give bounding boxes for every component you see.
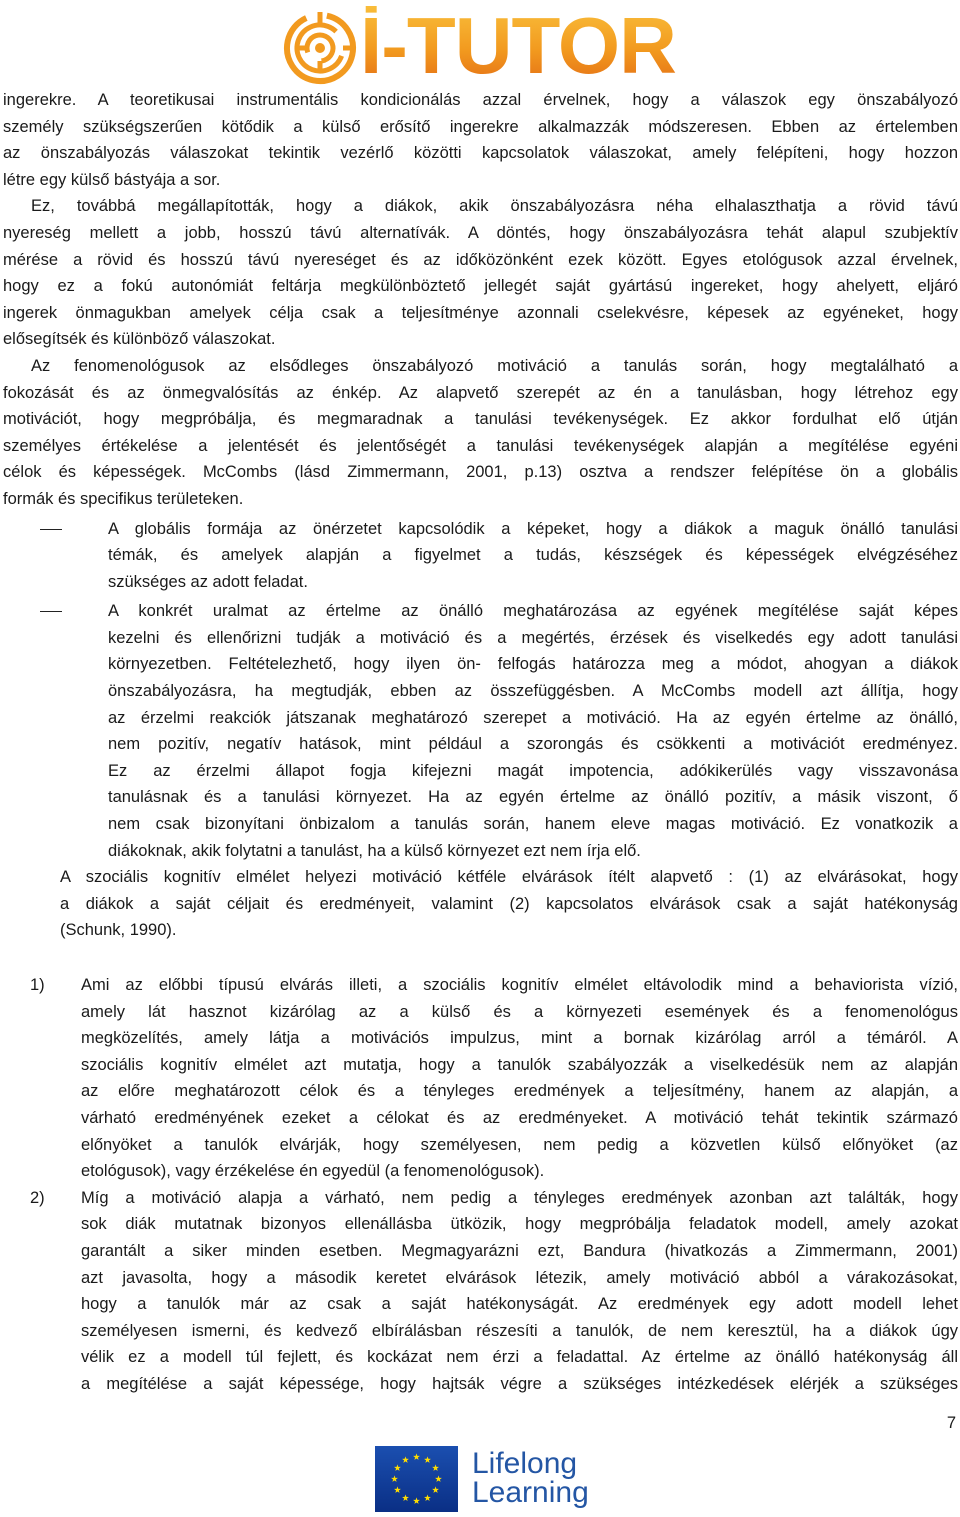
text-line: Ez az érzelmi állapot fogja kifejezni magát impotencia, adókikerülés vagy visszavonása bbox=[108, 761, 958, 780]
text-line: motivációt, hogy megpróbálja, és megmaradnak a tanulási tevékenységek. Ez akkor fordulhat elő útján bbox=[3, 410, 958, 429]
text-line: az önszabályozás válaszokat tekintik vezérlő közötti kapcsolatok válaszokat, amely felépíteni, hogy hozzon bbox=[3, 144, 958, 163]
lifelong-learning-logo bbox=[375, 1445, 605, 1515]
text-line: az érzelmi reakciók játszanak meghatározó szerepet a motiváció. Ha az egyén értelme az önálló, bbox=[108, 708, 958, 727]
list-marker: 2) bbox=[30, 1188, 45, 1207]
text-line: ingerek önmagukban amelyek célja csak a teljesítménye azonnali cselekvésre, képesek az egyéneket, hogy bbox=[3, 303, 958, 322]
text-line: az előre meghatározott célok és a tényleges eredmények a teljesítmény, hanem az alapján, a bbox=[81, 1082, 958, 1101]
text-line: hogy a tanulók már az csak a saját hatékonyságát. Az eredmények egy adott modell lehet bbox=[81, 1295, 958, 1314]
text-line: személyes értékelése a jelentését és jelentőségét a tanulási tevékenységek alapján a megítélése egyéni bbox=[3, 436, 958, 455]
text-line: várható eredményének ezeket a célokat és az eredményeket. A motiváció tehát tekintik származó bbox=[81, 1108, 958, 1127]
text-line: azt javasolta, hogy a második keretet elvárások létezik, amely motiváció abból a várakozásokat, bbox=[81, 1268, 958, 1287]
text-line: Az fenomenológusok az elsődleges önszabályozó motiváció a tanulás során, hogy megtalálható a bbox=[31, 356, 958, 375]
text-line: előnyöket a tanulók elvárják, hogy személyesen, nem pedig a közvetlen külső előnyöket (az bbox=[81, 1135, 958, 1154]
text-line: vélik ez a modell túl fejlett, és kockázat nem érzi a feladattal. Az értelme az önálló hatékonyság áll bbox=[81, 1348, 958, 1367]
text-line: A konkrét uralmat az értelme az önálló meghatározása az egyének megítélése saját képes bbox=[108, 602, 958, 621]
text-line: etológusok), vagy érzékelése én egyedül (a fenomenológusok). bbox=[81, 1162, 545, 1181]
text-line: témák, és amelyek alapján a figyelmet a tudás, készségek és képességek elvégzéséhez bbox=[108, 546, 958, 565]
text-line: a megítélése a saját képessége, hogy hajtsák végre a szükséges intézkedések elérjék a szükséges bbox=[81, 1374, 958, 1393]
paragraph-4 bbox=[60, 864, 958, 944]
text-line: garantált a siker minden esetben. Megmagyarázni ezt, Bandura (hivatkozás a Zimmermann, 2001) bbox=[81, 1241, 958, 1260]
text-line: szociális kognitív elmélet azt mutatja, hogy a tanulók szabályozzák a viselkedésük nem az alapján bbox=[81, 1055, 958, 1074]
bullet-dash bbox=[40, 529, 62, 530]
text-line: sok diák mutatnak bizonyos ellenállásba ütközik, hogy megpróbálja feladatok modell, amely azokat bbox=[81, 1215, 958, 1234]
text-line: A globális formája az önérzetet kapcsolódik a képeket, hogy a diákok a maguk önálló tanulási bbox=[108, 519, 958, 538]
text-line: személy szükségszerűen kötődik a külső erősítő ingerekre alkalmazzák módszeresen. Ebben az értelemben bbox=[3, 117, 958, 136]
text-line: környezetben. Feltételezhető, hogy ilyen ön- felfogás határozza meg a módot, ahogyan a diákok bbox=[108, 655, 958, 674]
text-line: nyereség mellett a jobb, hosszú távú alternatívák. A döntés, hogy önszabályozásra tehát alapul szubjektív bbox=[3, 223, 958, 242]
paragraph-2 bbox=[3, 193, 958, 353]
text-line: személyesen ismerni, és kedvező elbírálásban részesíti a tanulók, de nem keresztül, ha a diákok úgy bbox=[81, 1321, 958, 1340]
document-body bbox=[3, 87, 958, 1398]
text-line: nem csak bizonyítani önbizalom a tanulás során, hanem eleve magas motiváció. Ez vonatkozik a bbox=[108, 815, 958, 834]
text-line: szükséges az adott feladat. bbox=[108, 572, 308, 591]
itutor-logo bbox=[283, 0, 683, 90]
numbered-item bbox=[30, 972, 958, 1185]
text-line: önszabályozásra, ha megtudják, ebben az összefüggésben. A McCombs modell azt állítja, hogy bbox=[108, 682, 958, 701]
lifelong-learning-wordmark bbox=[472, 1449, 589, 1507]
text-line: kezelni és ellenőrizni tudják a motiváció és a megértés, érzések és viselkedés egy adott tanulási bbox=[108, 628, 958, 647]
text-line: elősegítsék és különböző válaszokat. bbox=[3, 330, 276, 349]
text-line: ingerekre. A teoretikusai instrumentális kondicionálás azzal érvelnek, hogy a válaszok egy önszabályozó bbox=[3, 91, 958, 109]
text-line: amely lát hasznot kizárólag az a külső és a környezeti események és a fenomenológus bbox=[81, 1002, 958, 1021]
text-line: hogy ez a fokú autonómiát feltárja megkülönböztető jellegét saját gyártású ingereket, hogy ahelyett, eljáró bbox=[3, 277, 958, 296]
page-number: 7 bbox=[946, 1414, 956, 1432]
text-line: formák és specifikus területeken. bbox=[3, 489, 244, 508]
text-line: diákoknak, akik folytatni a tanulást, ha a külső környezet ezt nem írja elő. bbox=[108, 841, 641, 860]
paragraph-1 bbox=[3, 87, 958, 193]
logo-wordmark: İ-TUTOR bbox=[360, 1, 676, 90]
logo-line-1: Lifelong bbox=[472, 1447, 578, 1480]
text-line: Ez, továbbá megállapították, hogy a diákok, akik önszabályozásra néha elhalaszthatja a rövid távú bbox=[31, 197, 958, 216]
numbered-item bbox=[30, 1185, 958, 1398]
text-line: mérése a rövid és hosszú távú nyereséget és az időközönként ezek között. Egyes etológusok azzal érvelnek, bbox=[3, 250, 958, 269]
text-line: fokozását és az önmegvalósítás az énkép. Az alapvető szerepét az én a tanulásban, hogy létrehoz egy bbox=[3, 383, 958, 402]
text-line: megközelítés, amely látja a motivációs impulzus, mint a bornak kizárólag arról a témáról. A bbox=[81, 1029, 958, 1048]
numbered-list bbox=[3, 972, 958, 1398]
text-line: Míg a motiváció alapja a várható, nem pedig a tényleges eredmények azonban azt találták, hogy bbox=[81, 1188, 958, 1207]
list-marker: 1) bbox=[30, 976, 45, 994]
text-line: A szociális kognitív elmélet helyezi motiváció kétféle elvárások ítélt alapvető : (1) az elvárásokat, hogy bbox=[60, 868, 958, 887]
bullet-item bbox=[108, 598, 958, 864]
logo-line-2: Learning bbox=[472, 1476, 589, 1509]
bullet-item bbox=[108, 516, 958, 596]
text-line: tanulásnak és a tanulási környezet. Ha az egyén értelme az önálló pozitív, a másik viszont, ő bbox=[108, 788, 958, 807]
paragraph-3 bbox=[3, 353, 958, 513]
text-line: létre egy külső bástyája a sor. bbox=[3, 170, 221, 189]
text-line: (Schunk, 1990). bbox=[60, 921, 177, 940]
text-line: célok és képességek. McCombs (lásd Zimmermann, 2001, p.13) osztva a rendszer felépítése ön a globális bbox=[3, 463, 958, 482]
maze-logo-icon bbox=[283, 4, 357, 86]
text-line: nem pozitív, negatív hatások, mint például a szorongás és csökkenti a motivációt eredményez. bbox=[108, 735, 958, 754]
bullet-dash bbox=[40, 611, 62, 612]
text-line: Ami az előbbi típusú elvárás illeti, a szociális kognitív elmélet eltávolodik mind a behaviorista vízió, bbox=[81, 976, 958, 994]
text-line: a diákok a saját céljait és eredményeit, valamint (2) kapcsolatos elvárások csak a saját hatékonyság bbox=[60, 894, 958, 913]
eu-flag-icon bbox=[375, 1446, 458, 1512]
